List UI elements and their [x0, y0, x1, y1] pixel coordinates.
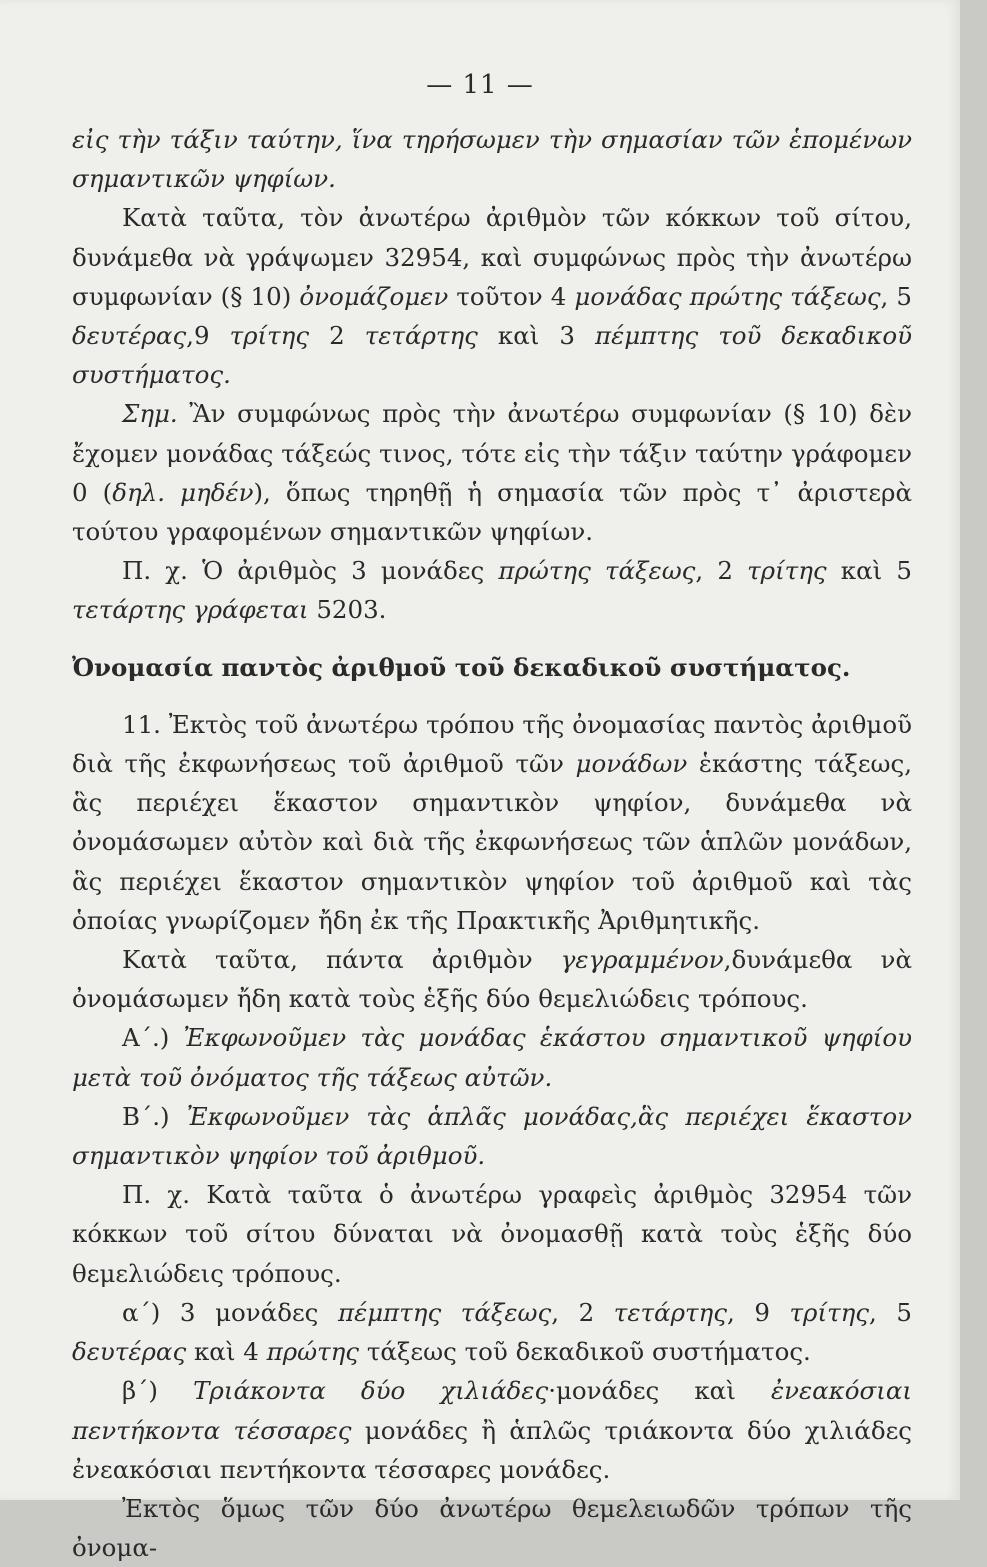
text-run: , 2 [551, 1297, 614, 1327]
text-run: Π. χ. Ὁ ἀριθμὸς 3 μονάδες [122, 556, 499, 586]
paragraph-p3 [72, 394, 912, 551]
paragraph-p10 [72, 1293, 912, 1371]
text-run: μονάδας πρώτης τάξεως [574, 281, 881, 311]
paragraph-p7 [72, 1018, 912, 1096]
text-run: καὶ 3 [477, 321, 595, 351]
text-block-intro [72, 120, 912, 630]
paragraph-p11 [72, 1371, 912, 1489]
paragraph-p2 [72, 198, 912, 394]
paragraph-p6 [72, 940, 912, 1018]
text-run: Κατὰ ταῦτα, πάντα ἀριθμὸν [122, 945, 561, 975]
text-run: ἐνεακόσιαι πεντήκοντα τέσσαρες [72, 1376, 912, 1445]
text-run: Α΄.) [122, 1023, 184, 1053]
text-block-naming [72, 705, 912, 1567]
text-run: 11. Ἐκτὸς τοῦ ἀνωτέρω τρόπου τῆς ὀνομασίας παντὸς ἀριθμοῦ διὰ τῆς ἐκφωνήσεως τοῦ ἀριθμοῦ τῶν [72, 709, 912, 779]
text-run: Ἐκτὸς ὅμως τῶν δύο ἀνωτέρω θεμελειωδῶν τρόπων τῆς ὀνομα- [72, 1493, 912, 1563]
text-run: μονάδες ἢ ἁπλῶς τριάκοντα δύο χιλιάδες ἐνεακόσιαι πεντήκοντα τέσσαρες μονάδες. [72, 1415, 912, 1484]
text-run: δηλ. μηδέν [112, 477, 254, 507]
text-run: α΄) 3 μονάδες [122, 1297, 338, 1327]
text-run: Τριάκοντα δύο χιλιάδες [193, 1376, 549, 1406]
text-run: 2 [309, 321, 365, 351]
text-run: καὶ 5 [826, 556, 913, 586]
text-run: , 5 [880, 281, 912, 311]
text-run: δευτέρας [72, 321, 187, 351]
text-run: πρώτης τάξεως [498, 556, 696, 586]
paragraph-p12 [72, 1489, 912, 1567]
text-run: πρώτης [266, 1337, 360, 1367]
text-run: Σημ. [122, 399, 178, 429]
text-run: Ἐκφωνοῦμεν τὰς ἁπλᾶς μονάδας,ἃς περιέχει ἕκαστον σημαντικὸν ψηφίον τοῦ ἀριθμοῦ. [72, 1101, 913, 1171]
text-run: τοῦτον 4 [448, 281, 575, 311]
paragraph-p8 [72, 1097, 912, 1175]
text-run: τετάρτης [364, 321, 478, 351]
text-run: τρίτης [229, 321, 310, 351]
paragraph-p4 [72, 551, 912, 629]
text-run: , 5 [869, 1297, 912, 1327]
text-run: Π. χ. Κατὰ ταῦτα ὁ ἀνωτέρω γραφεὶς ἀριθμὸς 32954 τῶν κόκκων τοῦ σίτου δύναται νὰ ὀνομασθῇ κατὰ τοὺς ἑξῆς δύο θεμελιώδεις τρόπους. [72, 1180, 912, 1288]
text-run: Ἂν συμφώνως πρὸς τὴν ἀνωτέρω συμφωνίαν (§ 10) δὲν ἔχομεν μονάδας τάξεώς τινος, τότε εἰς τὴν τάξιν ταύτην γράφομεν 0 ( [72, 399, 912, 507]
text-run: ), ὅπως τηρηθῇ ἡ σημασία τῶν πρὸς τ᾽ ἀριστερὰ τούτου γραφομένων σημαντικῶν ψηφίων. [72, 477, 912, 547]
text-run: πέμπτης τάξεως [337, 1297, 552, 1327]
text-run: β΄) [122, 1376, 194, 1406]
text-run: τετάρτης γράφεται [72, 595, 309, 625]
paragraph-p5 [72, 705, 912, 940]
text-run: τρίτης [789, 1297, 870, 1327]
section-title: Ὀνομασία παντὸς ἀριθμοῦ τοῦ δεκαδικοῦ συστήματος. [72, 652, 851, 682]
paragraph-p9 [72, 1175, 912, 1293]
paragraph-p1 [72, 120, 912, 198]
text-run: ·μονάδες καὶ [548, 1376, 771, 1406]
text-run: πέμπτης τοῦ δεκαδικοῦ συστήματος. [72, 321, 912, 390]
text-run: γεγραμμένον [560, 945, 724, 975]
text-run: , 9 [726, 1297, 790, 1327]
text-run: 5203. [308, 595, 387, 625]
text-run: , 2 [695, 556, 748, 586]
text-run: ,9 [186, 321, 230, 351]
text-run: Ἐκφωνοῦμεν τὰς μονάδας ἑκάστου σημαντικοῦ ψηφίου μετὰ τοῦ ὀνόματος τῆς τάξεως αὐτῶν. [72, 1023, 912, 1092]
page-number: — 11 — [426, 70, 534, 100]
page-body [72, 120, 912, 1567]
text-run: τετάρτης [613, 1297, 727, 1327]
text-run: εἰς τὴν τάξιν ταύτην, ἵνα τηρήσωμεν τὴν σημασίαν τῶν ἑπομένων σημαντικῶν ψηφίων. [72, 125, 912, 194]
text-run: ἑκάστης τάξεως, ἃς περιέχει ἕκαστον σημαντικὸν ψηφίον, δυνάμεθα νὰ ὀνομάσωμεν αὐτὸν καὶ διὰ τῆς ἐκφωνήσεως τῶν ἁπλῶν μονάδων, ἃς περιέχει ἕκαστον σημαντικὸν ψηφίον τοῦ ἀριθμοῦ καὶ τὰς ὁποίας γνωρίζομεν ἤδη ἐκ τῆς Πρακτικῆς Ἀριθμητικῆς. [72, 749, 912, 935]
text-run: δευτέρας [72, 1337, 187, 1367]
text-run: Κατὰ ταῦτα, τὸν ἀνωτέρω ἀριθμὸν τῶν κόκκων τοῦ σίτου, δυνάμεθα νὰ γράψωμεν 32954, καὶ συμφώνως πρὸς τὴν ἀνωτέρω συμφωνίαν (§ 10) [72, 203, 912, 311]
text-run: ὀνομάζομεν [299, 281, 449, 311]
text-run: ,δυνάμεθα νὰ ὀνομάσωμεν ἤδη κατὰ τοὺς ἑξῆς δύο θεμελιώδεις τρόπους. [72, 945, 912, 1014]
text-run: τάξεως τοῦ δεκαδικοῦ συστήματος. [359, 1337, 811, 1367]
text-run: Β΄.) [122, 1101, 187, 1131]
text-run: μονάδων [575, 749, 688, 779]
text-run: καὶ 4 [186, 1337, 267, 1367]
text-run: τρίτης [747, 556, 827, 586]
